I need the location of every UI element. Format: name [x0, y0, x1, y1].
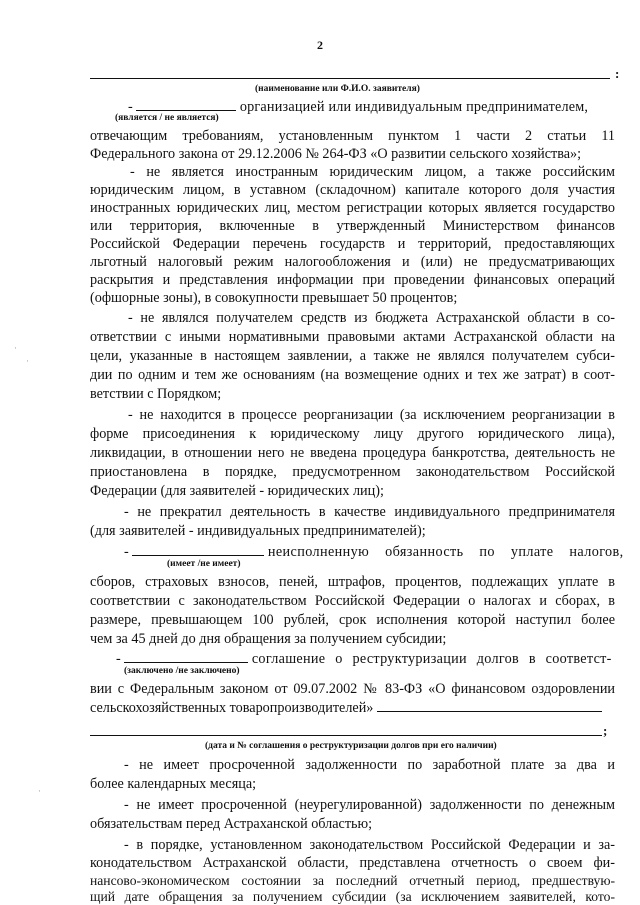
s8-line0: - не имеет просроченной задолженности по заработной плате за два и [124, 757, 615, 773]
s7-end: ; [603, 723, 608, 738]
s3-line2: цели, указанные в настоящем заявлении, а также не являлся получателем субси- [90, 348, 615, 364]
s3-line1: ответствии с иными нормативными правовыми актами Астраханской области на [90, 329, 615, 345]
s3-line0: - не являлся получателем средств из бюджета Астраханской области в со- [128, 310, 615, 326]
s7-dash: - [116, 651, 121, 667]
s2-line0: - не является иностранным юридическим лицом, а также российским [130, 164, 615, 180]
s7-caption2: (дата и № соглашения о реструктуризации долгов при его наличии) [205, 741, 497, 751]
s6-line5: чем за 45 дней до дня обращения за получением субсидии; [90, 631, 447, 647]
s2-line1: юридическим лицом, в уставном (складочном) капитале которого доля участия [90, 182, 615, 198]
s5-line0: - не прекратил деятельность в качестве индивидуального предпринимателя [124, 504, 615, 520]
s2-line7: (офшорные зоны), в совокупности превышает 50 процентов; [90, 290, 458, 306]
s7-line3 [90, 699, 615, 717]
s2-line6: раскрытия и представления информации при проведении финансовых операций [90, 272, 615, 288]
s1-tail: организацией или индивидуальным предпринимателем, [239, 99, 589, 115]
s6-dash: - [124, 544, 129, 560]
s10-line1: конодательством Астраханской области, представлена отчетность о своем фи- [90, 855, 615, 871]
s6-line3: соответствии с законодательством Российской Федерации о налогах и сборах, в [90, 593, 615, 609]
s9-line1: обязательствам перед Астраханской областью; [90, 816, 373, 832]
applicant-name-caption: (наименование или Ф.И.О. заявителя) [255, 84, 420, 94]
s5-line1: (для заявителей - индивидуальных предпринимателей); [90, 523, 426, 539]
s3-line4: ветствии с Порядком; [90, 386, 222, 402]
s10-line0: - в порядке, установленном законодательством Российской Федерации и за- [124, 837, 615, 853]
s6-tail: неисполненную обязанность по уплате налогов, [267, 544, 624, 560]
s6-blank [132, 543, 264, 556]
s6-caption: (имеет /не имеет) [167, 559, 241, 569]
s2-line5: льготный налоговый режим налогообложения и (или) не предусматривающих [90, 254, 615, 270]
s9-line0: - не имеет просроченной (неурегулированной) задолженности по денежным [124, 797, 615, 813]
s4-line4: Федерации (для заявителей - юридических лиц); [90, 483, 384, 499]
s4-line0: - не находится в процессе реорганизации (за исключением реорганизации в [128, 407, 615, 423]
s2-line2: иностранных юридических лиц, местом регистрации которых является государство [90, 200, 615, 216]
scan-speck: · [26, 356, 29, 366]
s2-line3: или территория, включенные в утвержденный Министерством финансов [90, 218, 615, 234]
s7-agreement-line [90, 735, 602, 736]
s1-dash: - [128, 99, 133, 115]
s1-blank [136, 98, 236, 111]
s1-line3: Федерального закона от 29.12.2006 № 264-ФЗ «О развитии сельского хозяйства»; [90, 146, 582, 162]
s3-line3: дии по одним и тем же основаниям (на возмещение одних и тех же затрат) в соот- [90, 367, 615, 383]
s10-line2: нансово-экономическом состоянии за последний отчетный период, предшествую- [90, 873, 615, 888]
page-number: 2 [317, 38, 323, 52]
s7-blank [124, 650, 248, 663]
s1-line2: отвечающим требованиям, установленным пунктом 1 части 2 статьи 11 [90, 128, 615, 144]
s2-line4: Российской Федерации перечень государств и территорий, предоставляющих [90, 236, 615, 252]
s1-caption: (является / не является) [115, 113, 219, 123]
s10-line3: щий дате обращения за получением субсидии (за исключением заявителей, кото- [90, 889, 615, 904]
scan-speck: · [14, 343, 17, 353]
scan-speck: · [38, 786, 41, 796]
applicant-name-colon: : [615, 66, 620, 81]
applicant-name-line [90, 78, 610, 79]
s7-line2: вии с Федеральным законом от 09.07.2002 № 83-ФЗ «О финансовом оздоровлении [90, 681, 615, 697]
s7-line3-text: сельскохозяйственных товаропроизводителей» [90, 700, 374, 716]
s6-line4: размере, превышающем 100 рублей, срок исполнения которой наступил более [90, 612, 615, 628]
s7-line3-blank [377, 699, 602, 712]
s8-line1: более календарных месяца; [90, 776, 257, 792]
s4-line3: приостановлена в порядке, предусмотренном законодательством Российской [90, 464, 615, 480]
s7-tail: соглашение о реструктуризации долгов в соответст- [251, 651, 612, 667]
s4-line1: форме присоединения к юридическому лицу другого юридического лица), [90, 426, 615, 442]
s4-line2: ликвидации, в отношении него не введена процедура банкротства, деятельность не [90, 445, 615, 461]
s7-caption: (заключено /не заключено) [124, 666, 240, 676]
s6-line2: сборов, страховых взносов, пеней, штрафов, процентов, подлежащих уплате в [90, 574, 615, 590]
